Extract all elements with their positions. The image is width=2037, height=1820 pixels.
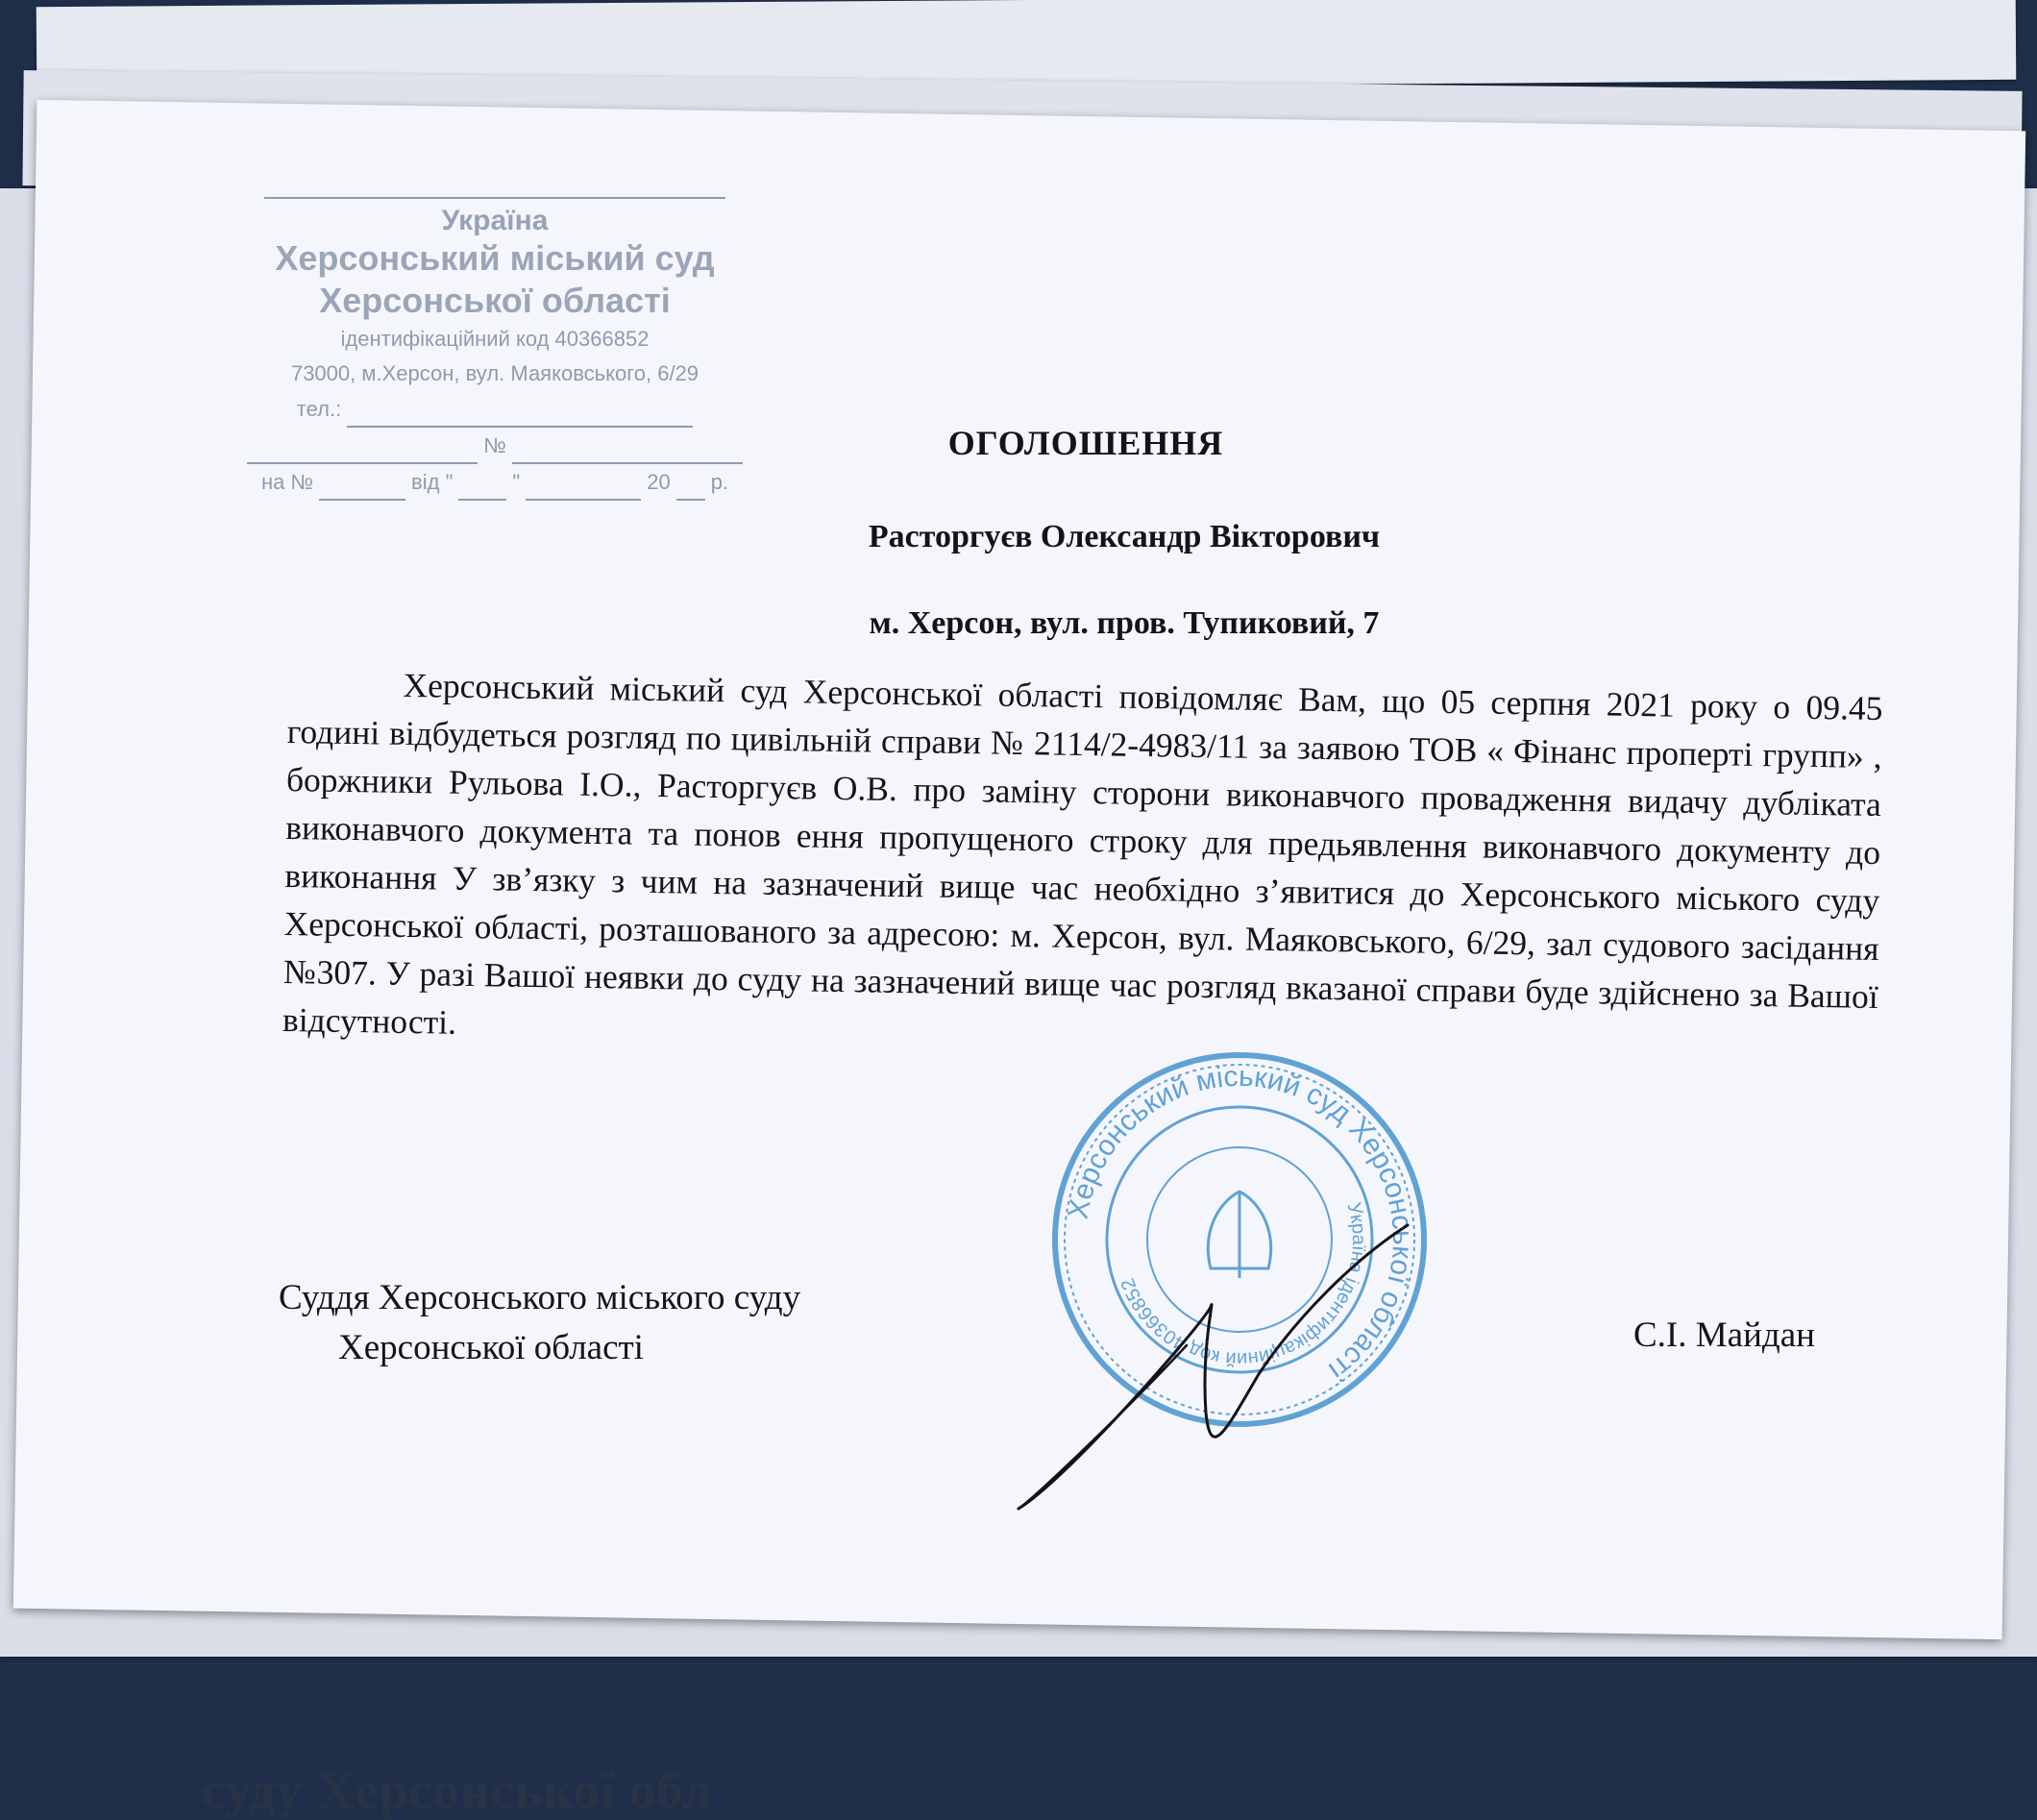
stamp-blank — [526, 478, 641, 501]
signatory-name: С.І. Майдан — [1633, 1316, 1815, 1355]
stamp-tel-line — [202, 391, 788, 428]
background-sheet-text: суду Херсонської обл — [202, 1761, 713, 1819]
stamp-ref-label: на № — [260, 470, 314, 494]
stamp-ref-line: на № від " " 20 р. — [202, 464, 788, 501]
stamp-address: 73000, м.Херсон, вул. Маяковського, 6/29 — [290, 361, 699, 385]
stamp-court-name: Херсонський міський суд — [275, 238, 715, 278]
court-header-stamp — [202, 197, 788, 514]
notice-paragraph: Херсонський міський суд Херсонської області повідомляє Вам, що 05 серпня 2021 року о 09.45 годині відбудеться розгляд по цивільній справи № 2114/2-4983/11 за заявою ТОВ « Фінанс проперті групп» , боржники Рульова І.О., Расторгуєв О.В. про заміну сторони виконавчого провадження видачу дубліката виконавчого документа та понов ення пропущеного строку для предьявлення виконавчого документу до виконання У зв’язку з чим на зазначений вище час необхідно з’явитися до Херсонського міського суду Херсонської області, розташованого за адресою: м. Херсон, вул. Маяковського, 6/29, зал судового засідання №307. У разі Вашої неявки до суду на зазначений вище час розгляд вказаної справи буде здійснено за Вашої відсутності. — [282, 665, 1883, 1042]
stamp-number-label: № — [483, 433, 506, 457]
recipient-name: Расторгуєв Олександр Вікторович — [868, 519, 1381, 554]
stamp-country: Україна — [441, 205, 549, 236]
stamp-year-suffix: р. — [710, 470, 729, 494]
seal-inner-text: Україна ідентифікаційний код 40366852 — [1117, 1200, 1370, 1370]
stamp-court-region: Херсонської області — [319, 281, 671, 320]
notice-body — [282, 659, 1883, 1069]
stamp-blank — [319, 478, 405, 501]
seal-outer-text: Херсонський міський суд Херсонської області — [1062, 1060, 1419, 1387]
stamp-blank — [676, 478, 705, 501]
stamp-tel-label: тел.: — [296, 397, 342, 421]
stamp-blank — [347, 405, 693, 428]
stamp-top-rule — [264, 197, 725, 199]
stamp-from-label: від " — [411, 470, 454, 494]
stamp-blank — [458, 478, 506, 501]
stamp-blank — [247, 441, 478, 464]
signatory-position-line1: Суддя Херсонського міського суду — [279, 1278, 801, 1317]
judge-signature — [1009, 1220, 1422, 1518]
signatory-position — [279, 1273, 800, 1373]
document-title: ОГОЛОШЕННЯ — [947, 424, 1224, 462]
signatory-position-line2: Херсонської області — [338, 1328, 644, 1367]
recipient-address: м. Херсон, вул. пров. Тупиковий, 7 — [869, 605, 1380, 641]
stamp-number-line — [202, 428, 788, 464]
stamp-year-label: 20 — [647, 470, 671, 494]
stamp-blank — [512, 441, 743, 464]
stamp-id-code: ідентифікаційний код 40366852 — [340, 327, 650, 351]
